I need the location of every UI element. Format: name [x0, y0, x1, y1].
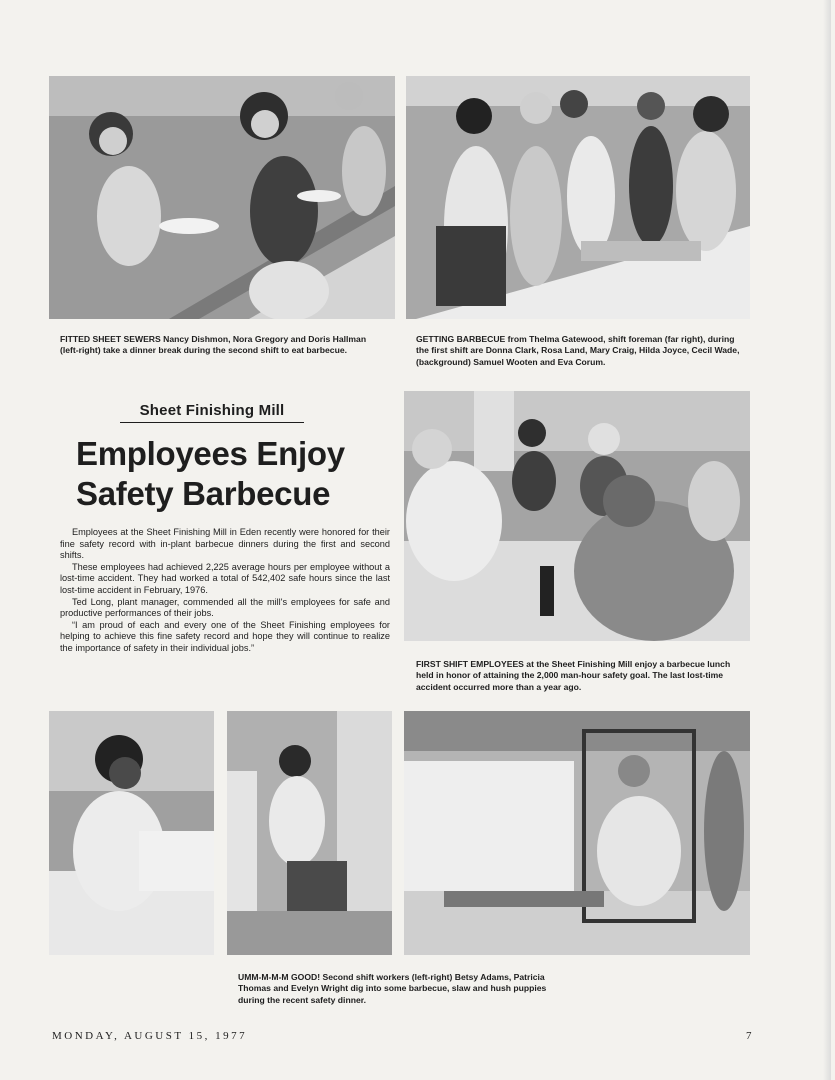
photo-patricia-thomas: [227, 711, 392, 955]
caption-first-shift-lunch: FIRST SHIFT EMPLOYEES at the Sheet Finishing Mill enjoy a barbecue lunch held in honor of attaining the 2,000 man-hour safety goal. The last lost-time accident occurred more than a year ago.: [416, 659, 731, 692]
caption-umm-good: UMM-M-M-M GOOD! Second shift workers (left-right) Betsy Adams, Patricia Thomas and Evelyn Wright dig into some barbecue, slaw and hush puppies during the recent safety dinner.: [238, 972, 547, 1005]
photo-sewers-dinner-break: [49, 76, 395, 319]
article-body: [60, 527, 390, 655]
headline-line-2: Safety Barbecue: [76, 475, 331, 512]
article-headline: [76, 434, 376, 514]
footer-date: MONDAY, AUGUST 15, 1977: [52, 1030, 248, 1042]
headline-line-1: Employees Enjoy: [76, 435, 345, 472]
article-paragraph: Ted Long, plant manager, commended all the mill's employees for safe and productive performances of their jobs.: [60, 596, 390, 619]
page-edge: [823, 0, 831, 1080]
photo-betsy-adams: [49, 711, 214, 955]
section-kicker: Sheet Finishing Mill: [120, 402, 304, 423]
page-number: 7: [746, 1030, 752, 1042]
photo-evelyn-wright: [404, 711, 750, 955]
photo-first-shift-lunch: [404, 391, 750, 641]
caption-getting-barbecue: GETTING BARBECUE from Thelma Gatewood, shift foreman (far right), during the first shift are Donna Clark, Rosa Land, Mary Craig, Hilda Joyce, Cecil Wade, (background) Samuel Wooten and Eva Corum.: [416, 334, 740, 367]
caption-sewers-dinner-break: FITTED SHEET SEWERS Nancy Dishmon, Nora Gregory and Doris Hallman (left-right) take a dinner break during the second shift to eat barbecue.: [60, 334, 367, 356]
article-paragraph: These employees had achieved 2,225 average hours per employee without a lost-time accident. They had worked a total of 542,402 safe hours since the last lost-time accident in February, 1976.: [60, 561, 390, 595]
photo-getting-barbecue: [406, 76, 750, 319]
article-paragraph: Employees at the Sheet Finishing Mill in Eden recently were honored for their fine safety record with in-plant barbecue dinners during the first and second shifts.: [60, 527, 390, 561]
article-paragraph: “I am proud of each and every one of the Sheet Finishing employees for helping to achieve this fine safety record and hope they will continue to realize the importance of safety in their individual jobs.”: [60, 619, 390, 653]
